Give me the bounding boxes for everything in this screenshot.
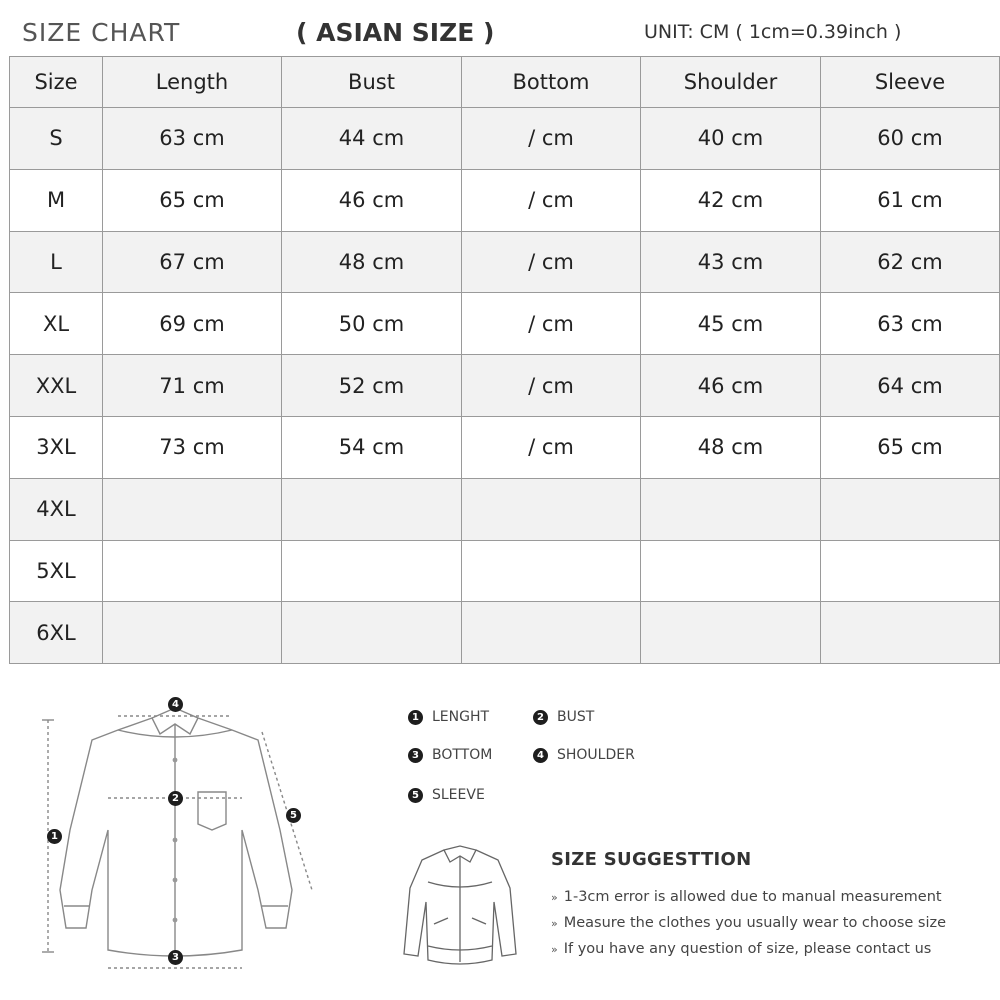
legend-num-icon: 3 <box>408 748 423 763</box>
legend-num-icon: 2 <box>533 710 548 725</box>
col-header-size: Size <box>10 57 103 108</box>
size-cell: M <box>10 169 103 231</box>
suggestion-line <box>551 889 942 905</box>
size-cell: 5XL <box>10 540 103 602</box>
legend-label: BUST <box>557 709 595 725</box>
size-cell: L <box>10 231 103 293</box>
suggestion-line <box>551 941 931 957</box>
legend-length <box>408 709 489 725</box>
bust-cell <box>282 602 462 664</box>
sleeve-cell <box>821 478 1000 540</box>
length-cell: 67 cm <box>103 231 282 293</box>
bottom-cell <box>462 540 641 602</box>
col-header-length: Length <box>103 57 282 108</box>
legend-num-icon: 5 <box>408 788 423 803</box>
shoulder-cell: 42 cm <box>641 169 821 231</box>
legend-bust <box>533 709 594 725</box>
bust-cell <box>282 540 462 602</box>
shirt-diagram-icon <box>30 690 330 975</box>
bottom-cell: / cm <box>462 169 641 231</box>
length-cell: 71 cm <box>103 355 282 417</box>
shoulder-cell: 48 cm <box>641 416 821 478</box>
shoulder-cell: 40 cm <box>641 108 821 170</box>
sleeve-cell: 61 cm <box>821 169 1000 231</box>
length-cell: 73 cm <box>103 416 282 478</box>
arrow-icon: » <box>551 891 558 904</box>
bottom-cell: / cm <box>462 108 641 170</box>
shoulder-cell: 45 cm <box>641 293 821 355</box>
col-header-shoulder: Shoulder <box>641 57 821 108</box>
length-cell <box>103 540 282 602</box>
region-label: ( ASIAN SIZE ) <box>296 18 495 47</box>
marker-bust: 2 <box>168 791 183 806</box>
marker-bottom: 3 <box>168 950 183 965</box>
shoulder-cell: 46 cm <box>641 355 821 417</box>
length-cell <box>103 602 282 664</box>
bust-cell <box>282 478 462 540</box>
bust-cell: 54 cm <box>282 416 462 478</box>
table-row <box>10 602 1000 664</box>
legend-label: LENGHT <box>432 709 490 725</box>
length-cell <box>103 478 282 540</box>
bottom-cell <box>462 602 641 664</box>
bottom-cell: / cm <box>462 355 641 417</box>
bust-cell: 48 cm <box>282 231 462 293</box>
table-row <box>10 540 1000 602</box>
bust-cell: 44 cm <box>282 108 462 170</box>
suggestion-line <box>551 915 946 931</box>
table-row <box>10 355 1000 417</box>
chart-title: SIZE CHART <box>22 18 181 47</box>
sleeve-cell: 60 cm <box>821 108 1000 170</box>
bust-cell: 50 cm <box>282 293 462 355</box>
suggestion-text: If you have any question of size, please contact us <box>563 941 932 957</box>
size-table <box>9 56 1000 664</box>
marker-sleeve: 5 <box>286 808 301 823</box>
size-cell: 4XL <box>10 478 103 540</box>
size-cell: XL <box>10 293 103 355</box>
sleeve-cell <box>821 540 1000 602</box>
size-cell: 3XL <box>10 416 103 478</box>
table-row <box>10 416 1000 478</box>
table-row <box>10 231 1000 293</box>
bottom-cell <box>462 478 641 540</box>
shoulder-cell <box>641 540 821 602</box>
bottom-cell: / cm <box>462 231 641 293</box>
sleeve-cell: 63 cm <box>821 293 1000 355</box>
legend-label: SHOULDER <box>557 747 635 763</box>
size-cell: XXL <box>10 355 103 417</box>
sleeve-cell <box>821 602 1000 664</box>
legend-num-icon: 1 <box>408 710 423 725</box>
arrow-icon: » <box>551 917 558 930</box>
unit-label: UNIT: CM ( 1cm=0.39inch ) <box>644 21 902 43</box>
jacket-icon <box>400 842 520 972</box>
length-cell: 63 cm <box>103 108 282 170</box>
suggestion-text: Measure the clothes you usually wear to choose size <box>563 915 947 931</box>
shoulder-cell <box>641 478 821 540</box>
col-header-bottom: Bottom <box>462 57 641 108</box>
suggestion-text: 1-3cm error is allowed due to manual measurement <box>563 889 942 905</box>
table-header-row <box>10 57 1000 108</box>
table-row <box>10 169 1000 231</box>
col-header-bust: Bust <box>282 57 462 108</box>
table-row <box>10 108 1000 170</box>
bottom-cell: / cm <box>462 293 641 355</box>
legend-bottom <box>408 747 492 763</box>
legend-sleeve <box>408 787 485 803</box>
suggestion-title: SIZE SUGGESTTION <box>551 849 752 870</box>
bust-cell: 52 cm <box>282 355 462 417</box>
sleeve-cell: 62 cm <box>821 231 1000 293</box>
bust-cell: 46 cm <box>282 169 462 231</box>
legend-label: SLEEVE <box>432 787 485 803</box>
bottom-cell: / cm <box>462 416 641 478</box>
length-cell: 65 cm <box>103 169 282 231</box>
chart-header <box>0 0 1000 56</box>
arrow-icon: » <box>551 943 558 956</box>
sleeve-cell: 65 cm <box>821 416 1000 478</box>
size-cell: S <box>10 108 103 170</box>
sleeve-cell: 64 cm <box>821 355 1000 417</box>
shoulder-cell <box>641 602 821 664</box>
length-cell: 69 cm <box>103 293 282 355</box>
size-cell: 6XL <box>10 602 103 664</box>
col-header-sleeve: Sleeve <box>821 57 1000 108</box>
marker-length: 1 <box>47 829 62 844</box>
table-row <box>10 478 1000 540</box>
shoulder-cell: 43 cm <box>641 231 821 293</box>
legend-label: BOTTOM <box>432 747 493 763</box>
legend-shoulder <box>533 747 635 763</box>
table-row <box>10 293 1000 355</box>
marker-shoulder: 4 <box>168 697 183 712</box>
legend-num-icon: 4 <box>533 748 548 763</box>
